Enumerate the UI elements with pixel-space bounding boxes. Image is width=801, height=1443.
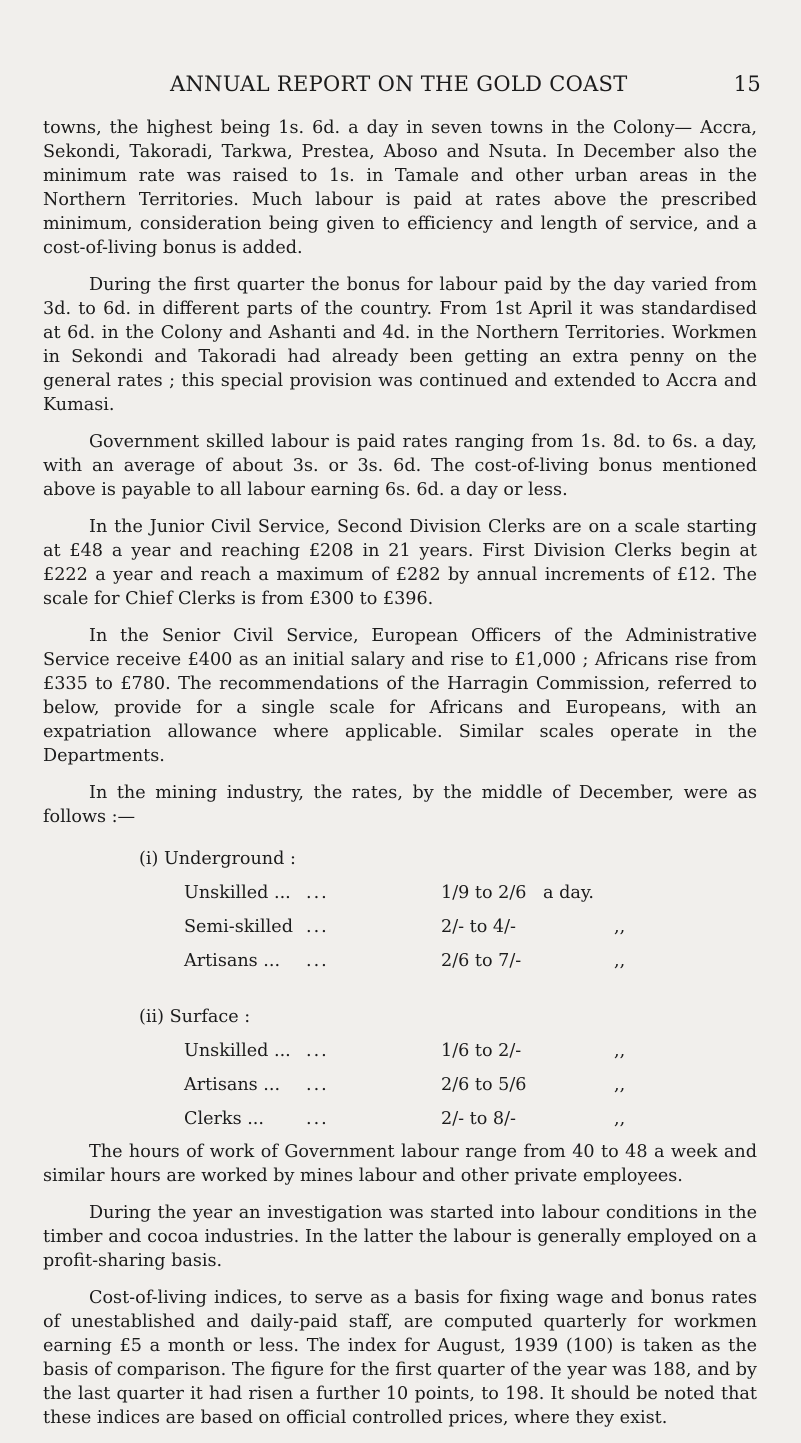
rates-row xyxy=(43,944,757,978)
mining-rates-list xyxy=(43,842,757,1136)
header-title: ANNUAL REPORT ON THE GOLD COAST xyxy=(170,72,628,96)
paragraph: The hours of work of Government labour range from 40 to 48 a week and similar hours are worked by mines labour and other private employees. xyxy=(43,1142,757,1186)
page-number: 15 xyxy=(733,72,761,96)
paragraph: In the Junior Civil Service, Second Division Clerks are on a scale starting at £48 a year and reaching £208 in 21 years. First Division Clerks begin at £222 a year and reach a maximum of £282 by annual increments of £12. The scale for Chief Clerks is from £300 to £396. xyxy=(43,517,757,609)
rates-row xyxy=(43,1034,757,1068)
rates-row xyxy=(43,1102,757,1136)
paragraph: Cost-of-living indices, to serve as a basis for fixing wage and bonus rates of unestablished and daily-paid staff, are computed quarterly for workmen earning £5 a month or less. The index for August, 1939 (100) is taken as the basis of comparison. The figure for the first quarter of the year was 188, and by the last quarter it had risen a further 10 points, to 198. It should be noted that these indices are based on official controlled prices, where they exist. xyxy=(43,1288,757,1428)
rate-category: Artisans ... xyxy=(184,1075,281,1095)
rate-value: 1/9 to 2/6 xyxy=(441,883,527,903)
rate-category: Artisans ... xyxy=(184,951,281,971)
rate-unit: a day. xyxy=(543,883,595,903)
rates-row xyxy=(43,876,757,910)
paragraph: During the year an investigation was started into labour conditions in the timber and cocoa industries. In the latter the labour is generally employed on a profit-sharing basis. xyxy=(43,1203,757,1271)
rate-unit: ,, xyxy=(614,1075,626,1095)
paragraph: In the Senior Civil Service, European Officers of the Administrative Service receive £400 as an initial salary and rise to £1,000 ; Africans rise from £335 to £780. The recommendations of the Harragin Commission, referred to below, provide for a single scale for Africans and Europeans, with an expatriation allowance where applicable. Similar scales operate in the Departments. xyxy=(43,626,757,766)
rate-unit: ,, xyxy=(614,1109,626,1129)
rate-unit: ,, xyxy=(614,917,626,937)
rate-unit: ,, xyxy=(614,951,626,971)
leader-dots: ... xyxy=(306,917,329,937)
leader-dots: ... xyxy=(306,1109,329,1129)
rates-group-label: (i) Underground : xyxy=(139,849,296,869)
running-header xyxy=(0,72,801,102)
rate-value: 2/6 to 7/- xyxy=(441,951,522,971)
leader-dots: ... xyxy=(306,1041,329,1061)
rate-category: Clerks ... xyxy=(184,1109,264,1129)
paragraph: In the mining industry, the rates, by the middle of December, were as follows :— xyxy=(43,783,757,827)
leader-dots: ... xyxy=(306,951,329,971)
rate-value: 2/- to 4/- xyxy=(441,917,516,937)
rate-category: Unskilled ... xyxy=(184,1041,291,1061)
rate-category: Semi-skilled xyxy=(184,917,293,937)
paragraph: Government skilled labour is paid rates ranging from 1s. 8d. to 6s. a day, with an average of about 3s. or 3s. 6d. The cost-of-living bonus mentioned above is payable to all labour earning 6s. 6d. a day or less. xyxy=(43,432,757,500)
rates-row xyxy=(43,910,757,944)
leader-dots: ... xyxy=(306,1075,329,1095)
rate-value: 2/6 to 5/6 xyxy=(441,1075,527,1095)
rate-value: 1/6 to 2/- xyxy=(441,1041,522,1061)
rates-row xyxy=(43,1068,757,1102)
body-text xyxy=(43,116,757,1443)
paragraph-continued: towns, the highest being 1s. 6d. a day in seven towns in the Colony— Accra, Sekondi, Takoradi, Tarkwa, Prestea, Aboso and Nsuta. In December also the minimum rate was raised to 1s. in Tamale and other urban areas in the Northern Territories. Much labour is paid at rates above the prescribed minimum, consideration being given to efficiency and length of service, and a cost-of-living bonus is added. xyxy=(43,118,757,258)
leader-dots: ... xyxy=(306,883,329,903)
rate-category: Unskilled ... xyxy=(184,883,291,903)
paragraph: During the first quarter the bonus for labour paid by the day varied from 3d. to 6d. in different parts of the country. From 1st April it was standardised at 6d. in the Colony and Ashanti and 4d. in the Northern Territories. Workmen in Sekondi and Takoradi had already been getting an extra penny on the general rates ; this special provision was continued and extended to Accra and Kumasi. xyxy=(43,275,757,415)
rates-group-label: (ii) Surface : xyxy=(139,1007,251,1027)
rate-unit: ,, xyxy=(614,1041,626,1061)
rate-value: 2/- to 8/- xyxy=(441,1109,516,1129)
